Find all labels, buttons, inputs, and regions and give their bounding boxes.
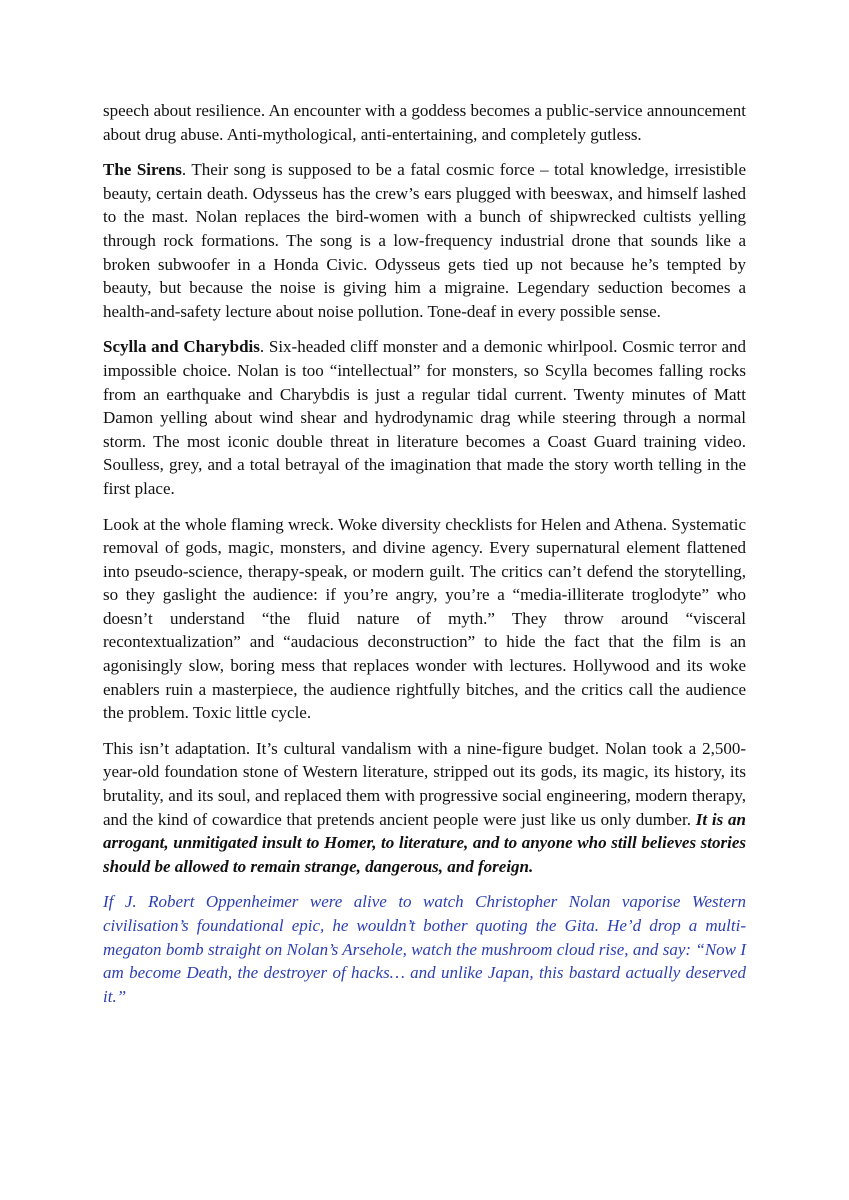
section-heading-scylla-charybdis: Scylla and Charybdis [103,337,260,357]
paragraph-text: This isn’t adaptation. It’s cultural vandalism with a nine-figure budget. Nolan took a 2,500-year-old foundation stone of Western literature, stripped out its gods, its magic, its history, its brutality, and its soul, and replaced them with progressive social engineering, modern therapy, and the kind of cowardice that pretends ancient people were just like us only dumber. [103,738,746,829]
paragraph-odyssey-intro [103,99,746,146]
document-page [103,99,746,1020]
paragraph-cultural-vandalism [103,737,746,879]
paragraph-text: . Their song is supposed to be a fatal cosmic force – total knowledge, irresistible beauty, certain death. Odysseus has the crew’s ears plugged with beeswax, and himself lashed to the mast. Nolan replaces the bird-women with a bunch of shipwrecked cultists yelling through rock formations. The song is a low-frequency industrial drone that sounds like a broken subwoofer in a Honda Civic. Odysseus gets tied up not because he’s tempted by beauty, but because the noise is giving him a migraine. Legendary seduction becomes a health-and-safety lecture about noise pollution. Tone-deaf in every possible sense. [103,160,746,321]
paragraph-text: speech about resilience. An encounter with a goddess becomes a public-service announcement about drug abuse. Anti-mythological, anti-entertaining, and completely gutless. [103,101,746,144]
paragraph-scylla-charybdis [103,335,746,500]
section-heading-sirens: The Sirens [103,160,182,180]
paragraph-text: Look at the whole flaming wreck. Woke diversity checklists for Helen and Athena. Systematic removal of gods, magic, monsters, and divine agency. Every supernatural element flattened into pseudo-science, therapy-speak, or modern guilt. The critics can’t defend the storytelling, so they gaslight the audience: if you’re angry, you’re a “media-illiterate troglodyte” who doesn’t understand “the fluid nature of myth.” They throw around “visceral recontextualization” and “audacious deconstruction” to hide the fact that the film is an agonisingly slow, boring mess that replaces wonder with lectures. Hollywood and its woke enablers ruin a masterpiece, the audience rightfully bitches, and the critics call the audience the problem. Toxic little cycle. [103,514,746,723]
paragraph-text: . Six-headed cliff monster and a demonic whirlpool. Cosmic terror and impossible choice. Nolan is too “intellectual” for monsters, so Scylla becomes falling rocks from an earthquake and Charybdis is just a regular tidal current. Twenty minutes of Matt Damon yelling about wind shear and hydrodynamic drag while steering through a normal storm. The most iconic double threat in literature becomes a Coast Guard training video. Soulless, grey, and a total betrayal of the imagination that made the story worth telling in the first place. [103,337,747,498]
closing-quote-text: If J. Robert Oppenheimer were alive to watch Christopher Nolan vaporise Western civilisation’s foundational epic, he wouldn’t bother quoting the Gita. He’d drop a multi-megaton bomb straight on Nolan’s Arsehole, watch the mushroom cloud rise, and say: “Now I am become Death, the destroyer of hacks… and unlike Japan, this bastard actually deserved it.” [103,892,746,1006]
paragraph-flaming-wreck [103,513,746,725]
paragraph-sirens [103,158,746,323]
closing-quote [103,890,746,1008]
emphasis-statement: It is an arrogant, unmitigated insult to Homer, to literature, and to anyone who still believes stories should be allowed to remain strange, dangerous, and foreign. [103,809,746,876]
